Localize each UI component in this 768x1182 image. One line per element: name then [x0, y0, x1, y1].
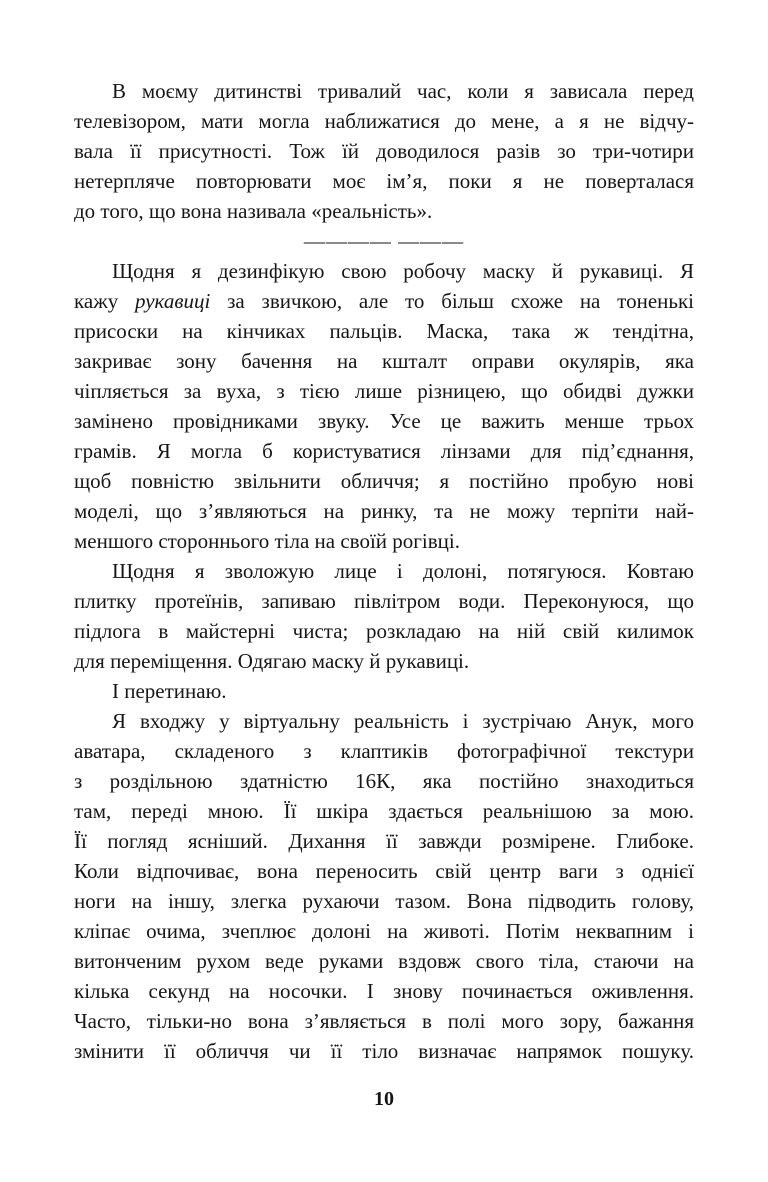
text-line: І перетинаю. [112, 679, 227, 703]
text-line: щоб повністю звільнити обличчя; я постійно пробую нові [74, 469, 694, 493]
text-line: грамів. Я могла б користуватися лінзами для під’єднання, [74, 439, 694, 463]
text-line: нетерпляче повторювати моє ім’я, поки я не поверталася [74, 169, 694, 193]
text-line: до того, що вона називала «реальність». [74, 199, 433, 223]
text-segment: кажу [74, 289, 136, 313]
text-line: закриває зону бачення на кшталт оправи окулярів, яка [74, 349, 694, 373]
paragraph [74, 556, 694, 676]
text-line: Я входжу у віртуальну реальність і зустрічаю Анук, мого [112, 709, 694, 733]
text-line: змінити її обличчя чи її тіло визначає напрямок пошуку. [74, 1039, 694, 1063]
text-line: витонченим рухом веде руками вздовж свого тіла, стаючи на [74, 949, 694, 973]
text-line: кліпає очима, зчеплює долоні на животі. Потім неквапним і [74, 919, 694, 943]
text-line [74, 286, 694, 316]
text-line: вала її присутності. Тож їй доводилося разів зо три-чотири [74, 139, 694, 163]
paragraph [74, 256, 694, 556]
section-separator: ———— ——— [303, 229, 465, 253]
text-line: з роздільною здатністю 16К, яка постійно знаходиться [74, 769, 694, 793]
text-line: В моєму дитинстві тривалий час, коли я зависала перед [112, 79, 694, 103]
text-line: меншого стороннього тіла на своїй рогівці. [74, 529, 460, 553]
italic-text: рукавиці [135, 289, 211, 313]
text-line: моделі, що з’являються на ринку, та не можу терпіти най- [74, 499, 694, 523]
text-line: Щодня я дезинфікую свою робочу маску й рукавиці. Я [112, 259, 694, 283]
text-line: ноги на іншу, злегка рухаючи тазом. Вона підводить голову, [74, 889, 694, 913]
paragraph [74, 76, 694, 226]
text-line: плитку протеїнів, запиваю півлітром води. Переконуюся, що [74, 589, 694, 613]
text-line: аватара, складеного з клаптиків фотографічної текстури [74, 739, 694, 763]
text-line: Часто, тільки-но вона з’являється в полі мого зору, бажання [74, 1009, 694, 1033]
text-line: там, переді мною. Її шкіра здається реальнішою за мою. [74, 799, 694, 823]
text-line: Коли відпочиває, вона переносить свій центр ваги з однієї [74, 859, 694, 883]
text-line: для переміщення. Одягаю маску й рукавиці. [74, 649, 470, 673]
text-line: Щодня я зволожую лице і долоні, потягуюся. Ковтаю [112, 559, 694, 583]
text-line: замінено провідниками звуку. Усе це важить менше трьох [74, 409, 694, 433]
text-line: підлога в майстерні чиста; розкладаю на ній свій килимок [74, 619, 694, 643]
text-line: кілька секунд на носочки. І знову починається оживлення. [74, 979, 694, 1003]
text-line: Її погляд ясніший. Дихання її завжди розмірене. Глибоке. [74, 829, 694, 853]
text-line: чіпляється за вуха, з тією лише різницею, що обидві дужки [74, 379, 694, 403]
page-number: 10 [374, 1088, 394, 1110]
text-block [74, 76, 694, 1066]
text-line: присоски на кінчиках пальців. Маска, така ж тендітна, [74, 319, 694, 343]
text-segment: за звичкою, але то більш схоже на тоненькі [210, 289, 694, 313]
text-line: телевізором, мати могла наближатися до мене, а я не відчу- [74, 109, 694, 133]
paragraph [74, 676, 694, 706]
paragraph [74, 706, 694, 1066]
